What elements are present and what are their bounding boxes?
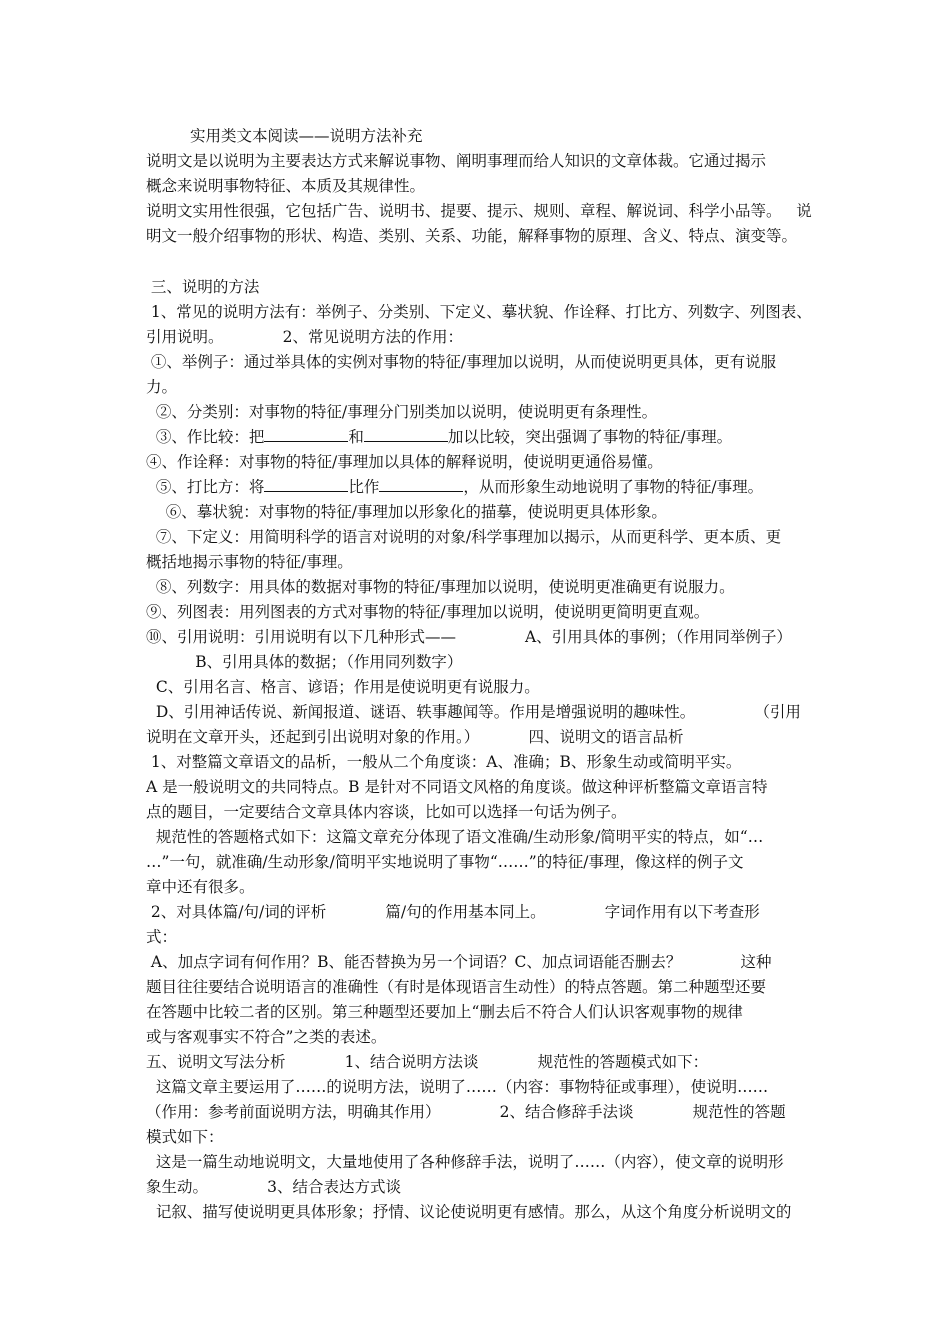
paragraph-line: A、加点字词有何作用？B、能否替换为另一个词语？C、加点词语能否删去？ 这种 bbox=[146, 953, 772, 971]
paragraph-line: 这篇文章主要运用了……的说明方法，说明了……（内容：事物特征或事理），使说明…… bbox=[146, 1078, 769, 1096]
blank-underline bbox=[379, 477, 463, 492]
line-text: 加以比较，突出强调了事物的特征/事理。 bbox=[447, 428, 733, 446]
blank-underline bbox=[264, 427, 348, 442]
paragraph-line: ⑥、摹状貌：对事物的特征/事理加以形象化的描摹，使说明更具体形象。 bbox=[146, 503, 667, 521]
paragraph-line: ⑧、列数字：用具体的数据对事物的特征/事理加以说明，使说明更准确更有说服力。 bbox=[146, 578, 735, 596]
paragraph-line: 2、对具体篇/句/词的评析 篇/句的作用基本同上。 字词作用有以下考查形 bbox=[146, 903, 760, 921]
paragraph-line: 章中还有很多。 bbox=[146, 878, 255, 896]
paragraph-line: 说明文实用性很强，它包括广告、说明书、提要、提示、规则、章程、解说词、科学小品等。 说 bbox=[146, 202, 812, 220]
line-text: ，从而形象生动地说明了事物的特征/事理。 bbox=[463, 478, 764, 496]
paragraph-line: D、引用神话传说、新闻报道、谜语、轶事趣闻等。作用是增强说明的趣味性。 （引用 bbox=[146, 703, 801, 721]
paragraph-line: ⑨、列图表：用列图表的方式对事物的特征/事理加以说明，使说明更简明更直观。 bbox=[146, 603, 710, 621]
paragraph-line: 概念来说明事物特征、本质及其规律性。 bbox=[146, 177, 426, 195]
paragraph-line: 式： bbox=[146, 928, 178, 946]
paragraph-line: 象生动。 3、结合表达方式谈 bbox=[146, 1178, 401, 1196]
section-heading: 三、说明的方法 bbox=[146, 278, 260, 296]
paragraph-line: B、引用具体的数据；（作用同列数字） bbox=[146, 653, 463, 671]
line-text: 和 bbox=[348, 428, 364, 446]
paragraph-line: 记叙、描写使说明更具体形象；抒情、议论使说明更有感情。那么，从这个角度分析说明文的 bbox=[146, 1203, 792, 1221]
line-text: 比作 bbox=[348, 478, 380, 496]
line-text: ⑤、打比方：将 bbox=[146, 478, 265, 496]
document-title: 实用类文本阅读——说明方法补充 bbox=[190, 127, 423, 145]
paragraph-line: C、引用名言、格言、谚语；作用是使说明更有说服力。 bbox=[146, 678, 540, 696]
paragraph-line: ②、分类别：对事物的特征/事理分门别类加以说明，使说明更有条理性。 bbox=[146, 403, 658, 421]
paragraph-line: 1、对整篇文章语文的品析，一般从二个角度谈：A、准确；B、形象生动或简明平实。 bbox=[146, 753, 742, 771]
paragraph-line: 在答题中比较二者的区别。第三种题型还要加上“删去后不符合人们认识客观事物的规律 bbox=[146, 1003, 743, 1021]
fill-blank-line bbox=[146, 427, 812, 449]
paragraph-line: 说明文是以说明为主要表达方式来解说事物、阐明事理而给人知识的文章体裁。它通过揭示 bbox=[146, 152, 767, 170]
paragraph-line: （作用：参考前面说明方法，明确其作用） 2、结合修辞手法谈 规范性的答题 bbox=[146, 1103, 786, 1121]
paragraph-line: 点的题目，一定要结合文章具体内容谈，比如可以选择一句话为例子。 bbox=[146, 803, 627, 821]
blank-underline bbox=[264, 477, 348, 492]
paragraph-line: ①、举例子：通过举具体的实例对事物的特征/事理加以说明，从而使说明更具体，更有说服 bbox=[146, 353, 777, 371]
blank-underline bbox=[364, 427, 448, 442]
paragraph-line: A 是一般说明文的共同特点。B 是针对不同语文风格的角度谈。做这种评析整篇文章语言特 bbox=[146, 778, 768, 796]
paragraph-line: 概括地揭示事物的特征/事理。 bbox=[146, 553, 353, 571]
line-text: ③、作比较：把 bbox=[146, 428, 265, 446]
paragraph-line: 1、常见的说明方法有：举例子、分类别、下定义、摹状貌、作诠释、打比方、列数字、列图表、 bbox=[146, 303, 812, 321]
paragraph-line: 说明在文章开头，还起到引出说明对象的作用。） 四、说明文的语言品析 bbox=[146, 728, 684, 746]
paragraph-line: ⑦、下定义：用简明科学的语言对说明的对象/科学事理加以揭示，从而更科学、更本质、更 bbox=[146, 528, 782, 546]
paragraph-line: ⑩、引用说明：引用说明有以下几种形式—— A、引用具体的事例；（作用同举例子） bbox=[146, 628, 792, 646]
fill-blank-line bbox=[146, 477, 812, 499]
paragraph-line: 这是一篇生动地说明文，大量地使用了各种修辞手法，说明了……（内容），使文章的说明形 bbox=[146, 1153, 784, 1171]
paragraph-line: 规范性的答题格式如下：这篇文章充分体现了语文准确/生动形象/简明平实的特点，如“… bbox=[146, 828, 764, 846]
paragraph-line: 或与客观事实不符合”之类的表述。 bbox=[146, 1028, 387, 1046]
paragraph-line: 题目往往要结合说明语言的准确性（有时是体现语言生动性）的特点答题。第二种题型还要 bbox=[146, 978, 767, 996]
paragraph-line: 五、说明文写法分析 1、结合说明方法谈 规范性的答题模式如下： bbox=[146, 1053, 709, 1071]
paragraph-line: 力。 bbox=[146, 378, 178, 396]
paragraph-line: 引用说明。 2、常见说明方法的作用： bbox=[146, 328, 463, 346]
paragraph-line: 明文一般介绍事物的形状、构造、类别、关系、功能，解释事物的原理、含义、特点、演变等。 bbox=[146, 227, 798, 245]
paragraph-line: 模式如下： bbox=[146, 1128, 224, 1146]
paragraph-line: …”一句，就准确/生动形象/简明平实地说明了事物“……”的特征/事理，像这样的例子文 bbox=[146, 853, 744, 871]
paragraph-line: ④、作诠释：对事物的特征/事理加以具体的解释说明，使说明更通俗易懂。 bbox=[146, 453, 663, 471]
